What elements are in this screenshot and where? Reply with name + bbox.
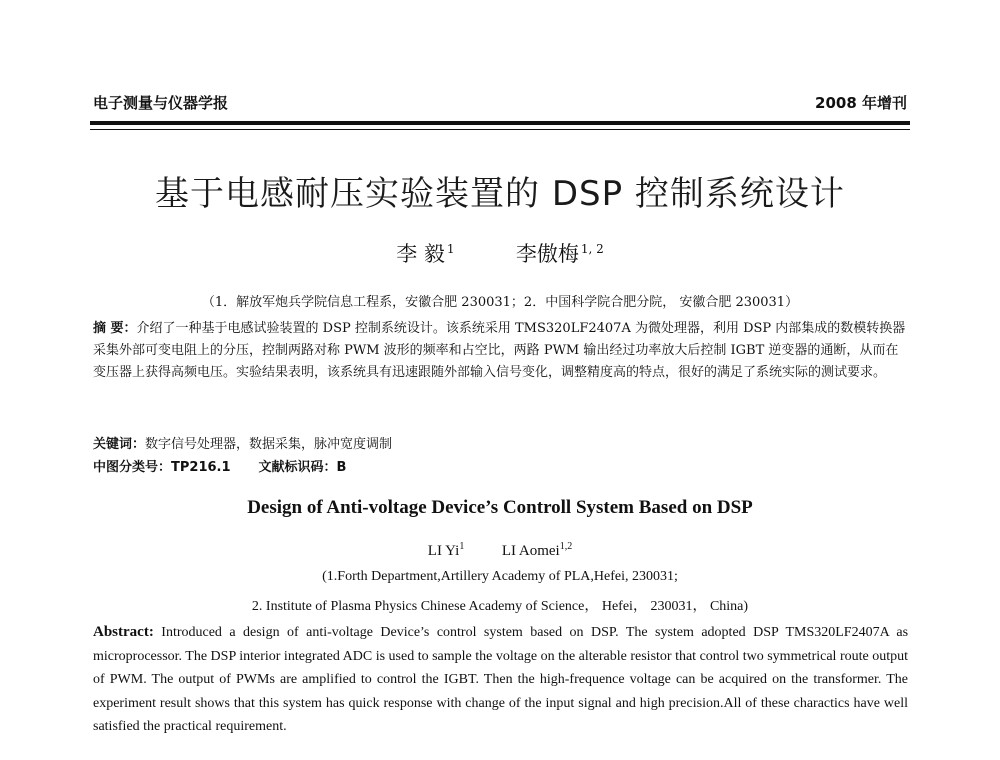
affiliation-english-line: (1.Forth Department,Artillery Academy of PLA,Hefei, 230031; <box>322 569 678 584</box>
keywords-label: 关键词： <box>93 437 146 452</box>
issue-label: 2008 年增刊 <box>815 94 907 112</box>
author-affiliation-mark: 1 <box>446 242 455 256</box>
author-name: 李 毅 <box>396 242 445 266</box>
affiliation-english-line: 2. Institute of Plasma Physics Chinese Academy of Science， Hefei， 230031， China) <box>251 599 749 614</box>
abstract-label: Abstract: <box>93 624 154 640</box>
abstract-chinese <box>93 318 908 384</box>
affiliation-chinese: （1．解放军炮兵学院信息工程系，安徽合肥 230031；2．中国科学院合肥分院， 安徽合肥 230031） <box>201 295 799 310</box>
author-affiliation-mark: 1 <box>459 541 465 552</box>
header-rule-thin <box>90 129 910 130</box>
classification-label: 中图分类号： <box>93 460 172 475</box>
doc-code-label: 文献标识码： <box>258 460 337 475</box>
author-affiliation-mark: 1, 2 <box>580 242 604 256</box>
journal-name: 电子测量与仪器学报 <box>93 94 229 112</box>
doc-code-value: B <box>336 460 347 475</box>
keywords-text: 数字信号处理器，数据采集，脉冲宽度调制 <box>145 437 393 452</box>
title-chinese: 基于电感耐压实验装置的 DSP 控制系统设计 <box>155 174 845 214</box>
author-name: 李傲梅 <box>515 242 579 266</box>
classification-line <box>93 456 346 475</box>
abstract-english <box>93 621 908 739</box>
author-name: LI Aomei <box>501 543 560 559</box>
authors-chinese <box>0 238 1000 268</box>
abstract-text: 介绍了一种基于电感试验装置的 DSP 控制系统设计。该系统采用 TMS320LF2407A 为微处理器，利用 DSP 内部集成的数模转换器采集外部可变电阻上的分压，控制两路对称 PWM 波形的频率和占空比，两路 PWM 输出经过功率放大后控制 IGBT 逆变器的通断，从而在变压器上获得高频电压。实验结果表明，该系统具有迅速跟随外部输入信号变化，调整精度高的特点，很好的满足了系统实际的测试要求。 <box>93 321 906 380</box>
classification-value: TP216.1 <box>171 460 231 475</box>
keywords-chinese <box>93 433 392 452</box>
authors-english <box>0 541 1000 560</box>
header-rule-thick <box>90 121 910 125</box>
running-header <box>93 92 907 114</box>
author-name: LI Yi <box>427 543 460 559</box>
abstract-label: 摘 要： <box>93 321 137 336</box>
title-english: Design of Anti-voltage Device’s Controll System Based on DSP <box>247 497 753 518</box>
author-affiliation-mark: 1,2 <box>559 541 573 552</box>
abstract-text: Introduced a design of anti-voltage Device’s control system based on DSP. The system adopted DSP TMS320LF2407A as microprocessor. The DSP interior integrated ADC is used to sample the voltage on the alterable resistor that control two symmetrical route output of PWM. The output of PWMs are amplified to control the IGBT. Then the high-frequence voltage can be acquired on the transformer. The experiment result shows that this system has quick response with change of the input signal and high precision.All of these charactics have well satisfied the practical requirement. <box>93 625 909 734</box>
